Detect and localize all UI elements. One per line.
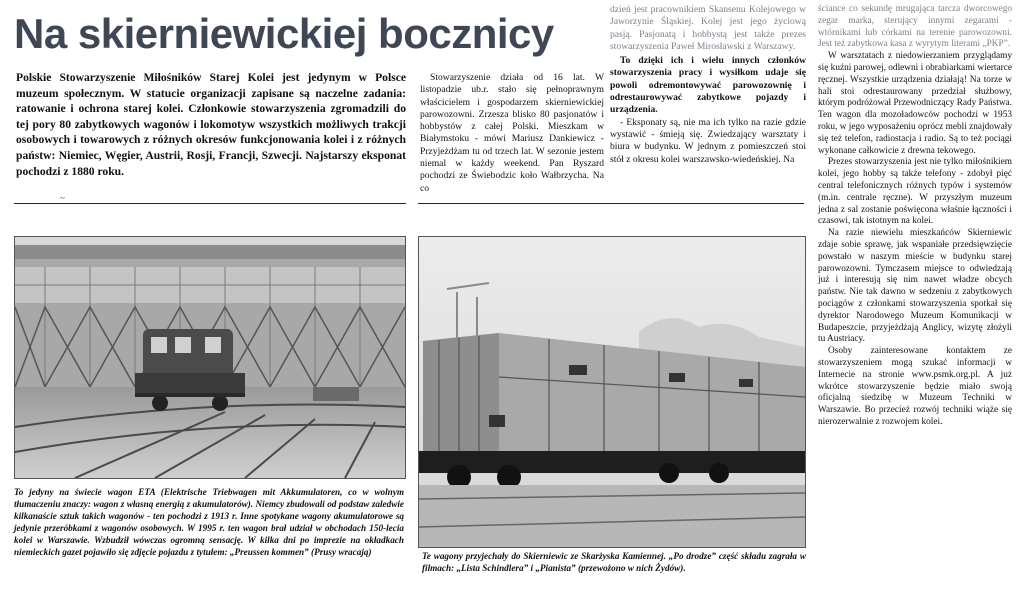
caption-right: Te wagony przyjechały do Skierniewic ze Skarżyska Kamiennej. „Po drodze” część składu zagrała w filmach: „Lista Schindlera” i „Pianista” (przewożono w nich Żydów). bbox=[422, 551, 806, 573]
lead-paragraph: Polskie Stowarzyszenie Miłośników Starej Kolei jest jedynym w Polsce muzeum społecznym. W statucie organizacji zapisane są naczelne zadania: ratowanie i ochrona starej kolei. Członkowie stowarzyszenia zgromadzili do tej pory 80 zabytkowych wagonów i lokomotyw wszystkich możliwych trakcji osobowych i towarowych z różnych okresów funkcjonowania kolei i z różnych państw: Niemiec, Węgier, Austrii, Rosji, Francji, Szwecji. Najstarszy eksponat pochodzi z 1880 roku. bbox=[16, 71, 406, 178]
print-smudge: ~ bbox=[60, 193, 65, 203]
column-4 bbox=[818, 4, 1012, 429]
col3-top: dzień jest pracownikiem Skansenu Kolejowego w Jaworzynie Śląskiej. Kolej jest jego życiową pasją. Pasjonatą i hobbystą jest także prezes stowarzyszenia Paweł Mirosławski z Warszawy. bbox=[610, 4, 806, 52]
col2-text: Stowarzyszenie działa od 16 lat. W listopadzie ub.r. stało się pełnoprawnym właścicielem i gospodarzem skierniewickiej parowozowni. Zrzesza blisko 80 pasjonatów i hobbystów z całej Polski. Mieszkam w Białymstoku - mówi Mariusz Dankiewicz - Przyjeżdżam tu od trzech lat. W sezonie jestem niemal w każdy weekend. Pan Ryszard pochodzi ze Świebodzic koło Wałbrzycha. Na co bbox=[420, 72, 604, 194]
col4-para-5: Osoby zainteresowane kontaktem ze stowarzyszeniem mogą szukać informacji w Internecie na stronie www.psmk.org.pl. A już wkrótce stowarzyszenie będzie miało swoją oficjalną siedzibę w Muzeum Techniki w Warszawie. Bo przecież rozwój techniki wiąże się nierozerwalnie z rozwojem kolei. bbox=[818, 346, 1012, 427]
photo-eta-railcar-image bbox=[15, 237, 405, 478]
col4-para-3: Prezes stowarzyszenia jest nie tylko miłośnikiem kolei, jego hobby są także telefony - zdobył pięć central telefonicznych różnych typów i systemów (m.in. centrale ręczne). W przyszłym muzeum jedna z sal zostanie poświęcona właśnie łączności i czasowi, tak istotnym na kolei. bbox=[818, 157, 1012, 227]
photo-freight-wagons bbox=[418, 236, 806, 548]
col3-para-2: To dzięki ich i wielu innych członków stowarzyszenia pracy i wysiłkom udaje się powoli odremontowywać parowozownię i odrestaurowywać zabytkowe pojazdy i urządzenia. bbox=[610, 55, 806, 116]
column-2 bbox=[420, 72, 604, 195]
col4-top: ściance co sekundę mrugająca tarcza dworcowego zegar marka, sterujący innymi zegarami - wtórnikami lub córkami na terenie parowozowni. Jest też zabytkowa kasa z wyrytym literami „PKP”. bbox=[818, 4, 1012, 50]
caption-left: To jedyny na świecie wagon ETA (Elektrische Triebwagen mit Akkumulatoren, co w wolnym tłumaczeniu znaczy: wagon z własną energią z akumulatorów). Niemcy zbudowali od podstaw zaledwie kilkanaście sztuk takich wagonów - ten pochodzi z 1913 r. Inne spotykane wagony akumulatorowe są jedynie przeróbkami z wagonów osobowych. W 1995 r. ten wagon brał udział w obchodach 150-lecia kolei w Warszawie. Wzbudził wówczas ogromną sensację. W kilka dni po imprezie na okładkach niemieckich gazet pojawiło się zdjęcie pojazdu z tytułem: „Preussen kommen” (Prusy wracają) bbox=[14, 487, 404, 557]
photo-eta-railcar bbox=[14, 236, 406, 479]
col3-para-3: - Eksponaty są, nie ma ich tylko na razie gdzie wystawić - śmieją się. Zwiedzający warsztaty i biura w budynku. W jednym z pomieszczeń stoi stół z okresu kolei warszawsko-wiedeńskiej. Na bbox=[610, 116, 806, 165]
column-3 bbox=[610, 4, 806, 166]
col4-para-4: Na razie niewielu mieszkańców Skierniewic zdaje sobie sprawę, jak wspaniałe przedsięwzięcie powstało w naszym mieście w budynku starej parowozowni. Tymczasem miejsce to odwiedzają już i interesują się nim nawet władze obcych państw. Nie tak dawno w sedzeniu z zabytkowych pociągów z członkami stowarzyszenia spotkał się dyrektor Narodowego Muzeum Komunikacji w Budapeszcie, przyjeżdżają Anglicy, wizytę złożyli tu Austriacy. bbox=[818, 228, 1012, 345]
photo-freight-wagons-image bbox=[419, 237, 805, 547]
frame-line-right bbox=[418, 203, 804, 204]
headline: Na skierniewickiej bocznicy bbox=[14, 10, 554, 57]
frame-line-left bbox=[14, 203, 406, 204]
col4-para-2: W warsztatach z niedowierzaniem przyglądamy się kuźni parowej, odlewni i obrabiarkami wiertarce ręcznej. Wszystkie urządzenia działają! Na torze w hali stoi odrestaurowany przedział służbowy, którym podróżował Przewodniczący Rady Państwa. Ten wagon dla mozoładowców pochodzi w 1953 roku, w jego wyposażeniu oprócz mebli znajdowały się też telefon, radiostacja i radio. Są to też pociągi wykonane całkowicie z drewna tekowego. bbox=[818, 51, 1012, 156]
